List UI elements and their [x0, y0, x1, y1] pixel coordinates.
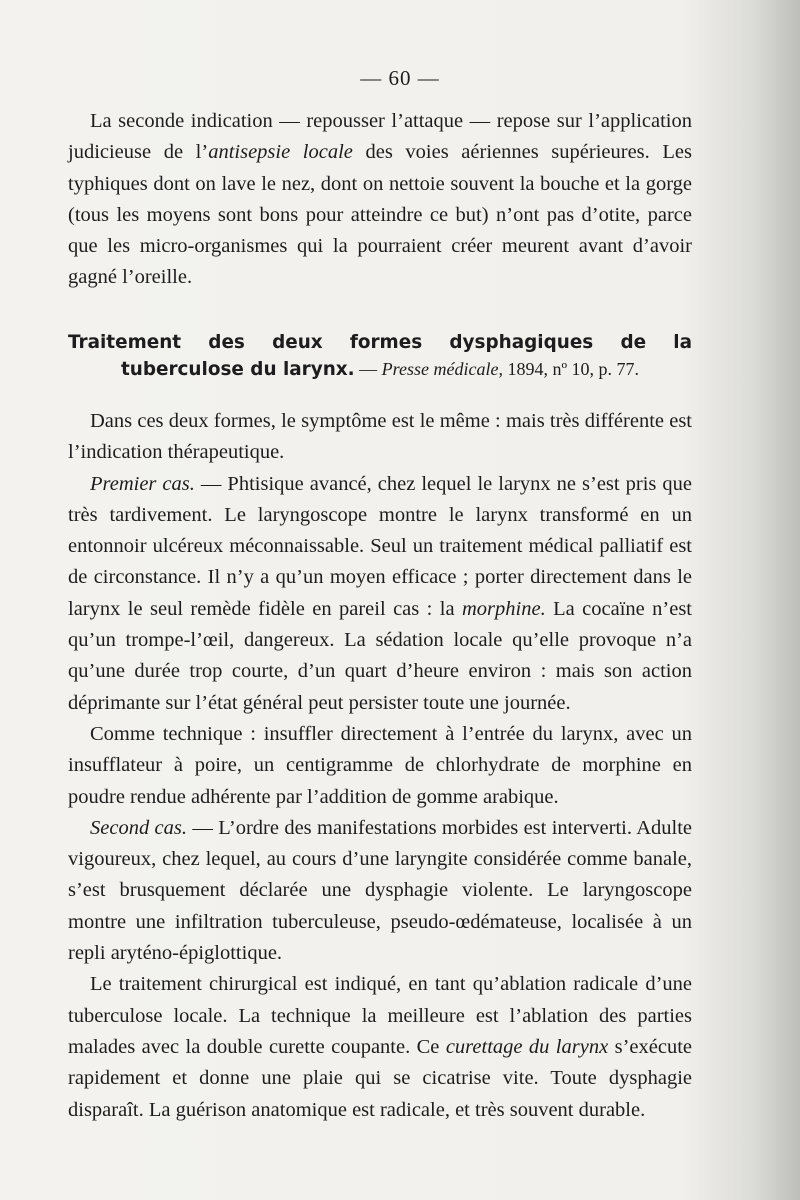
text-run: Le traitement chirurgical est indiqué, en tant qu’ablation radicale d’une tuberculose locale. La technique la meilleure est l’ablation des parties malades avec la double curette coupante. Ce — [68, 973, 692, 1058]
heading-source — [382, 359, 639, 379]
paragraph — [68, 469, 692, 719]
paragraph — [68, 106, 692, 294]
paragraph: Dans ces deux formes, le symptôme est le même : mais très différente est l’indication thérapeutique. — [68, 410, 692, 464]
text-run: — L’ordre des manifestations morbides est interverti. Adulte vigoureux, chez lequel, au cours d’une laryngite considérée comme banale, s’est brusquement déclarée une dysphagie violente. Le laryngoscope montre une infiltration tuberculeuse, pseudo-œdémateuse, localisée à un repli aryténo-épiglottique. — [68, 816, 692, 965]
italic-term: antisepsie locale — [208, 141, 353, 164]
case-label: Second cas. — [90, 816, 188, 839]
text-run: des voies aériennes supérieures. Les typhiques dont on lave le nez, dont on nettoie souvent la bouche et la gorge (tous les moyens sont bons pour atteindre ce but) n’ont pas d’otite, parce que les micro-organismes qui la pourraient créer meurent avant d’avoir gagné l’oreille. — [68, 141, 692, 289]
text-run: La cocaïne n’est qu’un trompe-l’œil, dangereux. La sédation locale qu’elle provoque n’a qu’une durée trop courte, d’un quart d’heure environ : mais son action déprimante sur l’état général peut persister toute une journée. — [68, 597, 693, 714]
text-run: La seconde indication — repousser l’attaque — repose sur l’application judicieuse de l’ — [68, 110, 692, 164]
italic-term: curettage du larynx — [445, 1035, 609, 1058]
italic-term: morphine. — [462, 597, 546, 620]
section-heading — [68, 329, 692, 383]
source-journal: Presse médicale, — [381, 359, 503, 379]
heading-dash: — — [354, 359, 382, 379]
paragraph — [68, 813, 692, 969]
intro-paragraph — [68, 106, 692, 294]
body-text — [68, 406, 692, 1126]
text-run: s’exécute rapidement et donne une plaie qui se cicatrise vite. Toute dysphagie disparaît. La guérison anatomique est radicale, et très souvent durable. — [68, 1035, 692, 1121]
paragraph — [68, 969, 692, 1125]
source-reference: 1894, nº 10, p. 77. — [502, 359, 640, 379]
heading-title: Traitement des deux formes dysphagiques de la tuberculose du larynx. — [68, 332, 692, 380]
paragraph: Comme technique : insuffler directement à l’entrée du larynx, avec un insufflateur à poire, un centigramme de chlorhydrate de morphine en poudre rendue adhérente par l’addition de gomme arabique. — [68, 722, 692, 808]
text-run: — Phtisique avancé, chez lequel le larynx ne s’est pris que très tardivement. Le laryngoscope montre le larynx transformé en un entonnoir ulcéreux méconnaissable. Seul un traitement médical palliatif est de circonstance. Il n’y a qu’un moyen efficace ; porter directement dans le larynx le seul remède fidèle en pareil cas : la — [68, 472, 692, 620]
case-label: Premier cas. — [90, 472, 195, 495]
page-number: — 60 — — [360, 66, 440, 90]
